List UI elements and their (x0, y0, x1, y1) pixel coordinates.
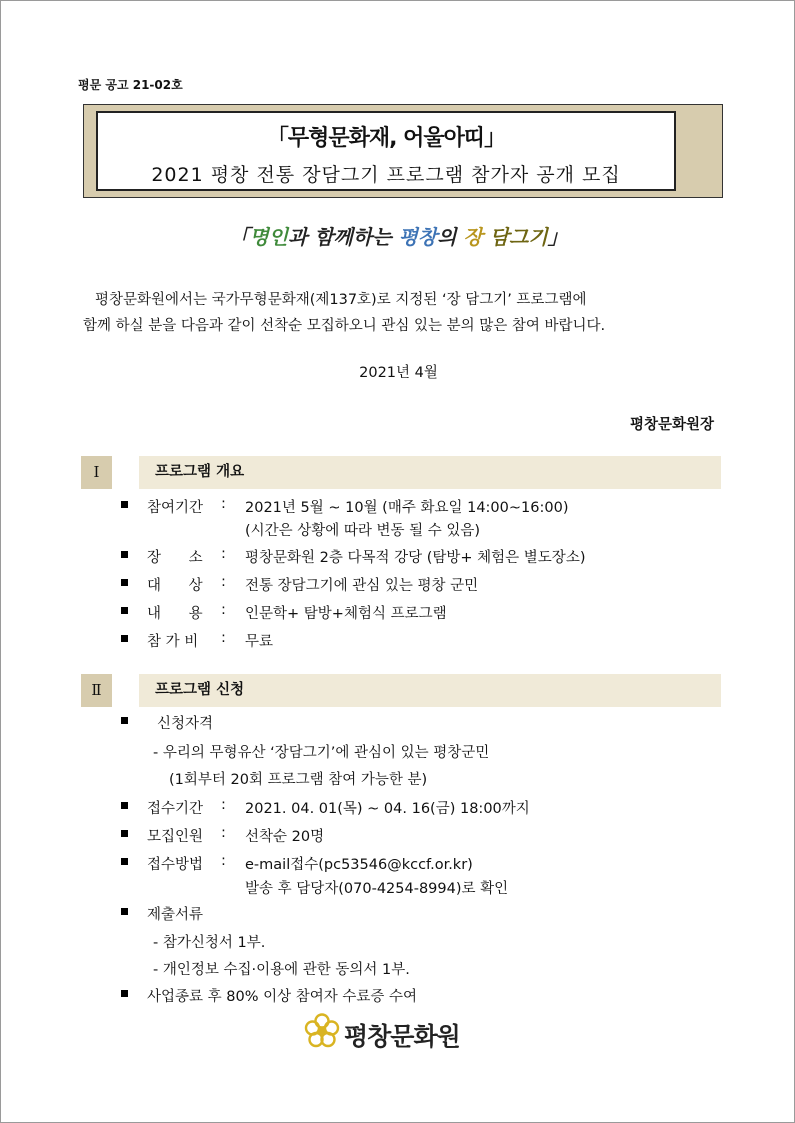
sender-name: 평창문화원장 (629, 417, 714, 433)
slogan-part-3: 평창 (398, 225, 438, 249)
intro-line-2: 함께 하실 분을 다음과 같이 선착순 모집하오니 관심 있는 분의 많은 참여 바랍니다. (83, 318, 606, 334)
item-label: 내 용 (147, 606, 203, 622)
title-inner-box (96, 111, 676, 191)
bullet-icon (121, 579, 128, 586)
section-2-bar (139, 674, 721, 707)
item-label: 사업종료 후 80% 이상 참여자 수료증 수여 (147, 989, 417, 1005)
item-value: 무료 (245, 634, 274, 650)
item-label: 신청자격 (157, 716, 214, 732)
item-label: 참 가 비 (147, 634, 199, 650)
bullet-icon (121, 551, 128, 558)
bullet-icon (121, 990, 128, 997)
slogan-open-bracket: 「 (229, 225, 250, 249)
item-colon: : (221, 853, 226, 869)
item-label: 접수기간 (147, 801, 204, 817)
bullet-icon (121, 802, 128, 809)
intro-line-1: 평창문화원에서는 국가무형문화재(제137호)로 지정된 ‘장 담그기’ 프로그램에 (95, 292, 587, 308)
item-colon: : (221, 496, 226, 512)
item-colon: : (221, 630, 226, 646)
qualification-line-2: (1회부터 20회 프로그램 참여 가능한 분) (169, 772, 428, 788)
item-label: 장 소 (147, 550, 203, 566)
slogan-part-6: 담그기 (482, 225, 548, 249)
item-value-note: (시간은 상황에 따라 변동 될 수 있음) (245, 523, 481, 539)
title-box (83, 104, 723, 198)
email-link[interactable]: e-mail접수(pc53546@kccf.or.kr) (245, 857, 473, 873)
title-main: 「무형문화재, 어울아띠」 (266, 126, 506, 151)
item-label: 참여기간 (147, 500, 204, 516)
intro-paragraph (83, 287, 723, 339)
section-1-bar (139, 456, 721, 489)
section-2-number: Ⅱ (81, 674, 112, 707)
bullet-icon (121, 830, 128, 837)
section-1-header (81, 456, 721, 489)
bullet-icon (121, 607, 128, 614)
document-line-1: - 참가신청서 1부. (153, 935, 266, 951)
bullet-icon (121, 635, 128, 642)
bullet-icon (121, 717, 128, 724)
item-value: 전통 장담그기에 관심 있는 평창 군민 (245, 578, 479, 594)
item-colon: : (221, 546, 226, 562)
item-colon: : (221, 797, 226, 813)
item-value-note: 발송 후 담당자(070-4254-8994)로 확인 (245, 881, 509, 897)
bullet-icon (121, 858, 128, 865)
item-value: 평창문화원 2층 다목적 강당 (탐방+ 체험은 별도장소) (245, 550, 586, 566)
qualification-line-1: - 우리의 무형유산 ‘장담그기’에 관심이 있는 평창군민 (153, 745, 490, 761)
bullet-icon (121, 908, 128, 915)
item-label: 모집인원 (147, 829, 204, 845)
item-value: 인문학+ 탐방+체험식 프로그램 (245, 606, 447, 622)
section-2-header (81, 674, 721, 707)
title-sub: 2021 평창 전통 장담그기 프로그램 참가자 공개 모집 (151, 164, 621, 186)
item-value: 2021. 04. 01(목) ~ 04. 16(금) 18:00까지 (245, 801, 530, 817)
item-value: 선착순 20명 (245, 829, 325, 845)
slogan-part-5: 장 (463, 225, 483, 249)
slogan-close-bracket: 」 (547, 225, 568, 249)
flower-emblem-icon (304, 1013, 340, 1049)
logo-text: 평창문화원 (344, 1022, 460, 1051)
slogan (1, 221, 795, 250)
slogan-part-1: 명인 (249, 225, 288, 249)
slogan-part-2: 과 함께하는 (287, 225, 399, 249)
bullet-icon (121, 501, 128, 508)
item-label: 제출서류 (147, 907, 204, 923)
item-colon: : (221, 574, 226, 590)
section-1-title: 프로그램 개요 (155, 464, 245, 480)
section-2-title: 프로그램 신청 (155, 682, 245, 698)
item-value: 2021년 5월 ~ 10월 (매주 화요일 14:00~16:00) (245, 500, 569, 516)
notice-number: 평문 공고 21-02호 (78, 78, 183, 92)
item-colon: : (221, 602, 226, 618)
item-label: 접수방법 (147, 857, 204, 873)
section-1-number: Ⅰ (81, 456, 112, 489)
notice-date: 2021년 4월 (359, 365, 438, 381)
item-colon: : (221, 825, 226, 841)
slogan-part-4: 의 (437, 225, 464, 249)
document-line-2: - 개인정보 수집·이용에 관한 동의서 1부. (153, 962, 410, 978)
item-label: 대 상 (147, 578, 203, 594)
